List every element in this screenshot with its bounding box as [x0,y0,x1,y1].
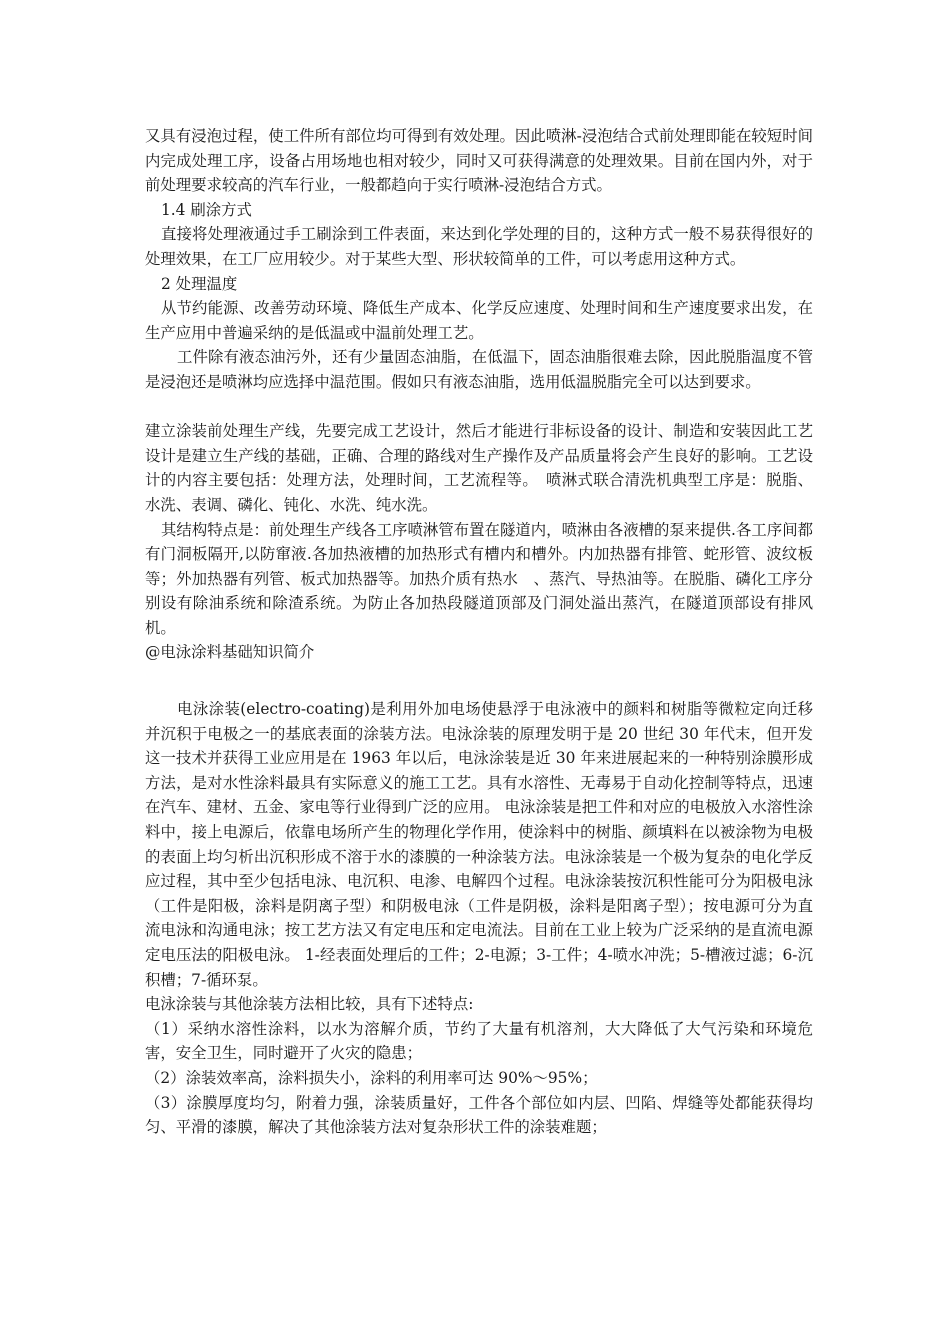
blank-line [145,395,813,420]
paragraph-degreasing: 工件除有液态油污外，还有少量固态油脂，在低温下，固态油脂很难去除，因此脱脂温度不管是浸泡还是喷淋均应选择中温范围。假如只有液态油脂，选用低温脱脂完全可以达到要求。 [145,348,813,391]
document-body [145,124,813,1140]
paragraph-temperature: 从节约能源、改善劳动环境、降低生产成本、化学反应速度、处理时间和生产速度要求出发，在生产应用中普遍采纳的是低温或中温前处理工艺。 [145,299,813,342]
paragraph-electrocoating-intro: 电泳涂装(electro-coating)是利用外加电场使悬浮于电泳液中的颜料和树脂等微粒定向迁移并沉积于电极之一的基底表面的涂装方法。电泳涂装的原理发明于是 20 世纪 30 年代末，但开发这一技术并获得工业应用是在 1963 年以后，电泳涂装是近 30 年来进展起来的一种特别涂膜形成方法，是对水性涂料最具有实际意义的施工工艺。具有水溶性、无毒易于自动化控制等特点，迅速在汽车、建材、五金、家电等行业得到广泛的应用。 电泳涂装是把工件和对应的电极放入水溶性涂料中，接上电源后，依靠电场所产生的物理化学作用，使涂料中的树脂、颜填料在以被涂物为电极的表面上均匀析出沉积形成不溶于水的漆膜的一种涂装方法。电泳涂装是一个极为复杂的电化学反应过程，其中至少包括电泳、电沉积、电渗、电解四个过程。电泳涂装按沉积性能可分为阳极电泳（工件是阳极，涂料是阴离子型）和阴极电泳（工件是阴极，涂料是阳离子型）；按电源可分为直流电泳和沟通电泳；按工艺方法又有定电压和定电流法。目前在工业上较为广泛采纳的是直流电源定电压法的阳极电泳。 1-经表面处理后的工件；2-电源；3-工件；4-喷水冲洗；5-槽液过滤；6-沉积槽；7-循环泵。 [145,700,813,989]
section-heading-brushing: 1.4 刷涂方式 [161,200,252,219]
paragraph-brushing: 直接将处理液通过手工刷涂到工件表面，来达到化学处理的目的，这种方式一般不易获得很好的处理效果，在工厂应用较少。对于某些大型、形状较简单的工件，可以考虑用这种方式。 [145,225,813,268]
section-heading-electrocoating: @电泳涂料基础知识简介 [145,643,315,662]
paragraph-process-design: 建立涂装前处理生产线，先要完成工艺设计，然后才能进行非标设备的设计、制造和安装因此工艺设计是建立生产线的基础，正确、合理的路线对生产操作及产品质量将会产生良好的影响。工艺设计的内容主要包括：处理方法，处理时间，工艺流程等。 喷淋式联合清洗机典型工序是：脱脂、水洗、表调、磷化、钝化、水洗、纯水洗。 [145,422,813,514]
paragraph-structure: 其结构特点是：前处理生产线各工序喷淋管布置在隧道内，喷淋由各液槽的泵来提供.各工序间都有门洞板隔开,以防窜液.各加热液槽的加热形式有槽内和槽外。内加热器有排管、蛇形管、波纹板等；外加热器有列管、板式加热器等。加热介质有热水 、蒸汽、导热油等。在脱脂、磷化工序分别设有除油系统和除渣系统。为防止各加热段隧道顶部及门洞处溢出蒸汽，在隧道顶部设有排风机。 [145,520,813,637]
section-heading-temperature: 2 处理温度 [161,274,238,293]
paragraph-spray-immersion: 又具有浸泡过程，使工件所有部位均可得到有效处理。因此喷淋-浸泡结合式前处理即能在较短时间内完成处理工序，设备占用场地也相对较少，同时又可获得满意的处理效果。目前在国内外，对于前处理要求较高的汽车行业，一般都趋向于实行喷淋-浸泡结合方式。 [145,127,813,195]
list-item-feature-2: （2）涂装效率高，涂料损失小，涂料的利用率可达 90%～95%； [145,1068,598,1087]
paragraph-features-intro: 电泳涂装与其他涂装方法相比较，具有下述特点: [145,995,474,1014]
list-item-feature-3: （3）涂膜厚度均匀，附着力强，涂装质量好，工件各个部位如内层、凹陷、焊缝等处都能获得均匀、平滑的漆膜，解决了其他涂装方法对复杂形状工件的涂装难题； [145,1093,813,1137]
list-item-feature-1: （1）采纳水溶性涂料，以水为溶解介质，节约了大量有机溶剂，大大降低了大气污染和环境危害，安全卫生，同时避开了火灾的隐患； [145,1019,813,1063]
blank-line [145,665,813,697]
